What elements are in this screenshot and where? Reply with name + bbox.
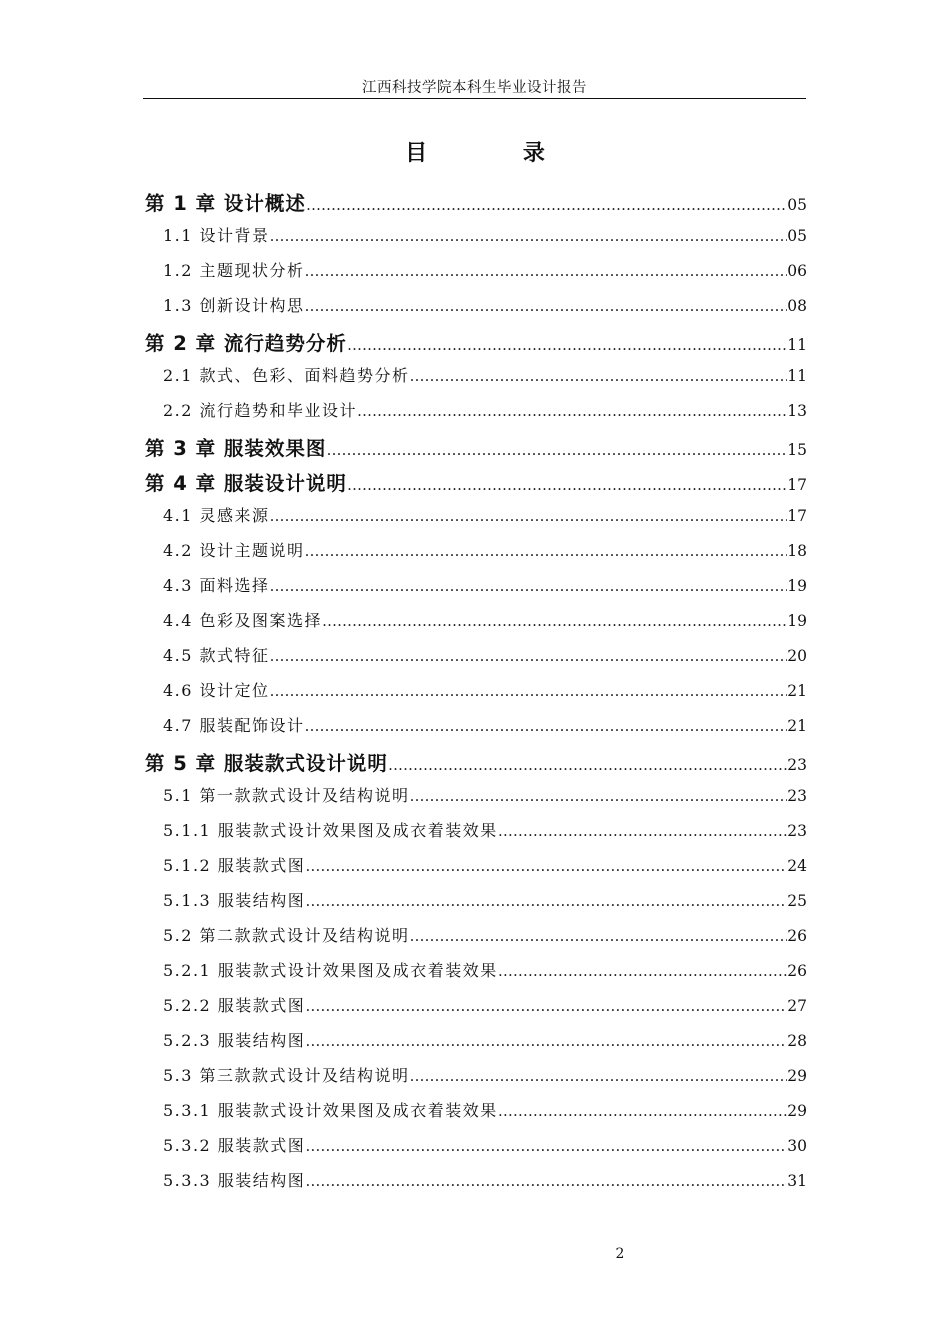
toc-entry-page: 17 — [787, 507, 807, 525]
toc-entry-label: 2.2 流行趋势和毕业设计 — [163, 401, 358, 420]
dot-leader — [322, 612, 787, 630]
toc-section-entry[interactable] — [145, 853, 807, 888]
dot-leader — [270, 647, 788, 665]
dot-leader — [347, 336, 787, 354]
toc-section-entry[interactable] — [145, 293, 807, 328]
toc-section-entry[interactable] — [145, 1063, 807, 1098]
dot-leader — [270, 507, 788, 525]
toc-entry-page: 31 — [787, 1172, 807, 1190]
toc-entry-page: 25 — [787, 892, 807, 910]
toc-section-entry[interactable] — [145, 958, 807, 993]
toc-entry-label: 第 2 章 流行趋势分析 — [145, 332, 347, 355]
dot-leader — [270, 577, 788, 595]
dot-leader — [305, 1137, 787, 1155]
dot-leader — [388, 756, 787, 774]
dot-leader — [498, 822, 787, 840]
toc-entry-label: 第 1 章 设计概述 — [145, 192, 306, 215]
toc-section-entry[interactable] — [145, 993, 807, 1028]
toc-entry-label: 第 4 章 服装设计说明 — [145, 472, 347, 495]
toc-section-entry[interactable] — [145, 713, 807, 748]
toc-entry-label: 5.3.2 服装款式图 — [163, 1136, 306, 1155]
toc-section-entry[interactable] — [145, 1098, 807, 1133]
toc-section-entry[interactable] — [145, 223, 807, 258]
toc-entry-label: 5.2.3 服装结构图 — [163, 1031, 306, 1050]
dot-leader — [305, 1032, 787, 1050]
toc-section-entry[interactable] — [145, 783, 807, 818]
toc-entry-label: 5.3 第三款款式设计及结构说明 — [163, 1066, 410, 1085]
toc-entry-page: 26 — [787, 962, 807, 980]
toc-entry-label: 4.4 色彩及图案选择 — [163, 611, 323, 630]
toc-entry-label: 4.3 面料选择 — [163, 576, 270, 595]
toc-entry-label: 第 5 章 服装款式设计说明 — [145, 752, 388, 775]
toc-entry-page: 05 — [787, 227, 807, 245]
toc-chapter-entry[interactable] — [145, 188, 807, 223]
toc-entry-page: 19 — [787, 577, 807, 595]
dot-leader — [305, 262, 788, 280]
toc-entry-label: 5.1.1 服装款式设计效果图及成衣着装效果 — [163, 821, 498, 840]
toc-entry-label: 1.3 创新设计构思 — [163, 296, 305, 315]
toc-entry-page: 21 — [787, 682, 807, 700]
table-of-contents — [145, 188, 807, 1203]
toc-entry-page: 08 — [787, 297, 807, 315]
toc-section-entry[interactable] — [145, 503, 807, 538]
dot-leader — [357, 402, 787, 420]
dot-leader — [410, 927, 788, 945]
toc-entry-label: 第 3 章 服装效果图 — [145, 437, 327, 460]
toc-entry-page: 05 — [787, 196, 807, 214]
toc-entry-page: 29 — [787, 1102, 807, 1120]
dot-leader — [270, 227, 788, 245]
dot-leader — [305, 297, 788, 315]
toc-section-entry[interactable] — [145, 608, 807, 643]
toc-entry-label: 4.7 服装配饰设计 — [163, 716, 305, 735]
toc-entry-label: 5.1 第一款款式设计及结构说明 — [163, 786, 410, 805]
dot-leader — [410, 367, 788, 385]
toc-entry-label: 4.1 灵感来源 — [163, 506, 270, 525]
toc-title: 目 录 — [405, 141, 589, 166]
toc-entry-label: 5.1.2 服装款式图 — [163, 856, 306, 875]
toc-entry-page: 27 — [787, 997, 807, 1015]
dot-leader — [326, 441, 787, 459]
toc-entry-label: 5.2 第二款款式设计及结构说明 — [163, 926, 410, 945]
toc-entry-label: 5.1.3 服装结构图 — [163, 891, 306, 910]
toc-entry-label: 2.1 款式、色彩、面料趋势分析 — [163, 366, 410, 385]
toc-section-entry[interactable] — [145, 643, 807, 678]
dot-leader — [347, 476, 787, 494]
toc-entry-page: 18 — [787, 542, 807, 560]
toc-section-entry[interactable] — [145, 258, 807, 293]
toc-entry-page: 17 — [787, 476, 807, 494]
header-divider — [143, 98, 806, 99]
dot-leader — [498, 1102, 787, 1120]
toc-entry-label: 1.1 设计背景 — [163, 226, 270, 245]
toc-entry-page: 06 — [787, 262, 807, 280]
dot-leader — [306, 196, 787, 214]
toc-section-entry[interactable] — [145, 538, 807, 573]
toc-section-entry[interactable] — [145, 888, 807, 923]
toc-section-entry[interactable] — [145, 398, 807, 433]
dot-leader — [498, 962, 787, 980]
dot-leader — [270, 682, 788, 700]
toc-section-entry[interactable] — [145, 363, 807, 398]
toc-entry-label: 4.6 设计定位 — [163, 681, 270, 700]
toc-entry-page: 24 — [787, 857, 807, 875]
dot-leader — [305, 892, 787, 910]
toc-entry-page: 29 — [787, 1067, 807, 1085]
dot-leader — [305, 717, 788, 735]
dot-leader — [410, 787, 788, 805]
toc-section-entry[interactable] — [145, 573, 807, 608]
toc-entry-label: 4.2 设计主题说明 — [163, 541, 305, 560]
page-number: 2 — [615, 1246, 625, 1262]
toc-chapter-entry[interactable] — [145, 748, 807, 783]
toc-entry-label: 1.2 主题现状分析 — [163, 261, 305, 280]
toc-entry-page: 26 — [787, 927, 807, 945]
dot-leader — [305, 542, 788, 560]
toc-entry-page: 28 — [787, 1032, 807, 1050]
dot-leader — [305, 997, 787, 1015]
toc-section-entry[interactable] — [145, 1168, 807, 1203]
toc-entry-page: 23 — [787, 787, 807, 805]
toc-section-entry[interactable] — [145, 1133, 807, 1168]
toc-entry-page: 23 — [787, 822, 807, 840]
toc-entry-page: 19 — [787, 612, 807, 630]
page-header: 江西科技学院本科生毕业设计报告 — [362, 80, 587, 96]
toc-section-entry[interactable] — [145, 818, 807, 853]
dot-leader — [305, 1172, 787, 1190]
toc-entry-page: 21 — [787, 717, 807, 735]
toc-entry-label: 5.2.2 服装款式图 — [163, 996, 306, 1015]
dot-leader — [305, 857, 787, 875]
toc-section-entry[interactable] — [145, 678, 807, 713]
toc-entry-page: 23 — [787, 756, 807, 774]
toc-entry-page: 11 — [787, 367, 807, 385]
toc-entry-label: 5.3.1 服装款式设计效果图及成衣着装效果 — [163, 1101, 498, 1120]
toc-entry-page: 20 — [787, 647, 807, 665]
toc-chapter-entry[interactable] — [145, 468, 807, 503]
dot-leader — [410, 1067, 788, 1085]
toc-section-entry[interactable] — [145, 1028, 807, 1063]
toc-entry-page: 11 — [787, 336, 807, 354]
toc-entry-page: 30 — [787, 1137, 807, 1155]
toc-entry-page: 15 — [787, 441, 807, 459]
toc-entry-label: 5.3.3 服装结构图 — [163, 1171, 306, 1190]
toc-chapter-entry[interactable] — [145, 328, 807, 363]
toc-section-entry[interactable] — [145, 923, 807, 958]
toc-entry-label: 5.2.1 服装款式设计效果图及成衣着装效果 — [163, 961, 498, 980]
toc-entry-label: 4.5 款式特征 — [163, 646, 270, 665]
toc-entry-page: 13 — [787, 402, 807, 420]
toc-chapter-entry[interactable] — [145, 433, 807, 468]
